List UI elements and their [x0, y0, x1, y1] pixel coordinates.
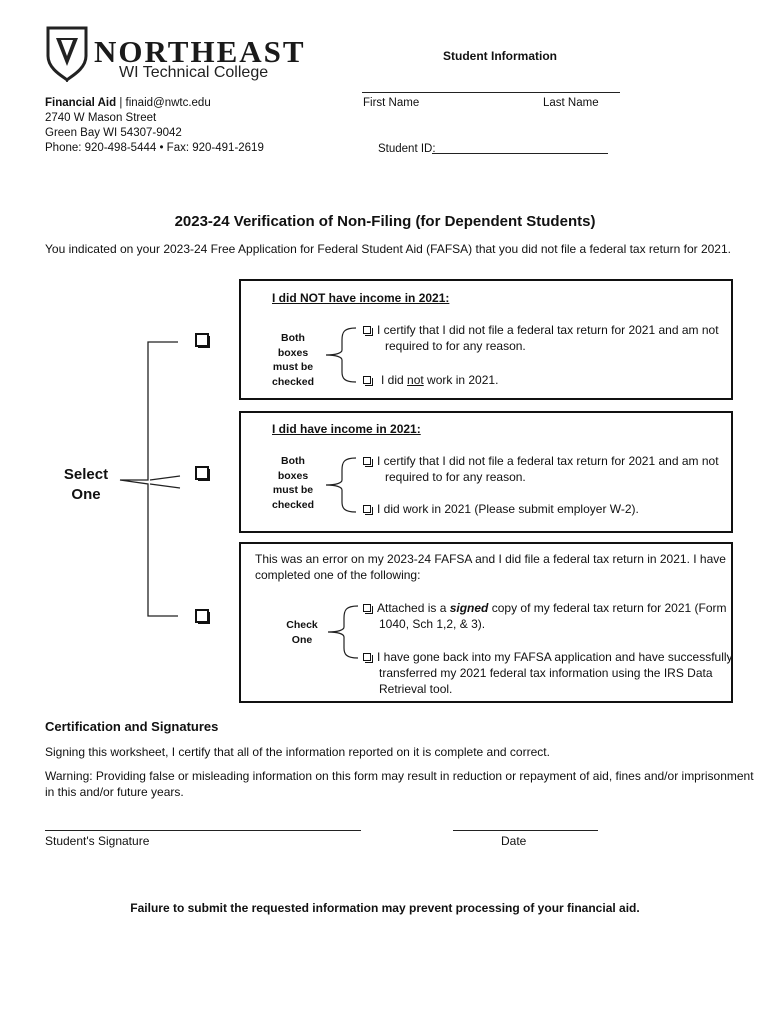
filed-item-irs-drt: I have gone back into my FAFSA application and have successfully transferred my 2021 federal tax information using the IRS Data Retrieval tool.	[363, 649, 733, 697]
footer-note: Failure to submit the requested information may prevent processing of your financial aid.	[130, 901, 640, 915]
both-boxes-note-1: Both boxes must be checked	[271, 332, 315, 388]
name-line[interactable]	[362, 92, 620, 93]
phone-fax: Phone: 920-498-5444 • Fax: 920-491-2619	[45, 142, 264, 154]
signature-label: Student's Signature	[45, 834, 150, 848]
certification-heading: Certification and Signatures	[45, 719, 219, 734]
signature-line[interactable]	[45, 830, 361, 831]
check-one-note: Check One	[286, 619, 318, 646]
student-info-title: Student Information	[443, 49, 557, 63]
contact-block: Financial Aid | finaid@nwtc.edu 2740 W Mason Street Green Bay WI 54307-9042 Phone: 920-498-5444 • Fax: 920-491-2619	[45, 97, 264, 154]
form-intro: You indicated on your 2023-24 Free Application for Federal Student Aid (FAFSA) that you did not file a federal tax return for 2021.	[45, 242, 731, 256]
email: finaid@nwtc.edu	[125, 97, 211, 109]
date-line[interactable]	[453, 830, 598, 831]
brace-2	[322, 456, 360, 514]
student-id-label: Student ID:	[378, 143, 436, 155]
option-filed-in-error-checkbox[interactable]	[195, 609, 209, 623]
section-had-income-heading: I did have income in 2021:	[272, 422, 421, 436]
both-boxes-note-2: Both boxes must be checked	[271, 455, 315, 511]
logo-name: NORTHEAST	[94, 34, 306, 69]
student-id-line[interactable]	[432, 153, 608, 154]
certification-warning: Warning: Providing false or misleading information on this form may result in reduction or repayment of aid, fines and/or imprisonment in this and/or future years.	[45, 769, 754, 799]
address-line-2: Green Bay WI 54307-9042	[45, 127, 182, 139]
option-no-income-checkbox[interactable]	[195, 333, 209, 347]
attached-return-checkbox[interactable]	[363, 604, 371, 612]
select-one-bracket	[118, 336, 190, 626]
date-label: Date	[501, 834, 527, 848]
did-work-checkbox[interactable]	[363, 505, 371, 513]
had-income-item-did-work: I did work in 2021 (Please submit employer W-2).	[363, 501, 639, 517]
last-name-label: Last Name	[543, 97, 599, 109]
no-income-item-did-not-work: I did not work in 2021.	[363, 372, 498, 388]
no-income-item-certify: I certify that I did not file a federal tax return for 2021 and am not required to for any reason.	[363, 322, 719, 354]
option-had-income-checkbox[interactable]	[195, 466, 209, 480]
filed-in-error-intro: This was an error on my 2023-24 FAFSA and I did file a federal tax return in 2021. I have completed one of the following:	[255, 552, 726, 582]
filed-item-attached-return: Attached is a signed copy of my federal tax return for 2021 (Form 1040, Sch 1,2, & 3).	[363, 600, 727, 632]
did-not-work-checkbox[interactable]	[363, 376, 371, 384]
certification-statement: Signing this worksheet, I certify that all of the information reported on it is complete and correct.	[45, 745, 550, 759]
section-no-income-heading: I did NOT have income in 2021:	[272, 291, 450, 305]
college-logo-icon	[44, 26, 90, 82]
form-title: 2023-24 Verification of Non-Filing (for Dependent Students)	[174, 213, 596, 230]
certify-not-filed-checkbox-1[interactable]	[363, 326, 371, 334]
first-name-label: First Name	[363, 97, 420, 109]
dept-name: Financial Aid	[45, 97, 117, 109]
select-one-label: Select One	[63, 466, 109, 503]
certify-not-filed-checkbox-2[interactable]	[363, 457, 371, 465]
brace-1	[322, 326, 360, 384]
logo-subtitle: WI Technical College	[119, 64, 269, 81]
irs-drt-checkbox[interactable]	[363, 653, 371, 661]
brace-3	[324, 604, 362, 660]
address-line-1: 2740 W Mason Street	[45, 112, 157, 124]
had-income-item-certify: I certify that I did not file a federal tax return for 2021 and am not required to for any reason.	[363, 453, 719, 485]
